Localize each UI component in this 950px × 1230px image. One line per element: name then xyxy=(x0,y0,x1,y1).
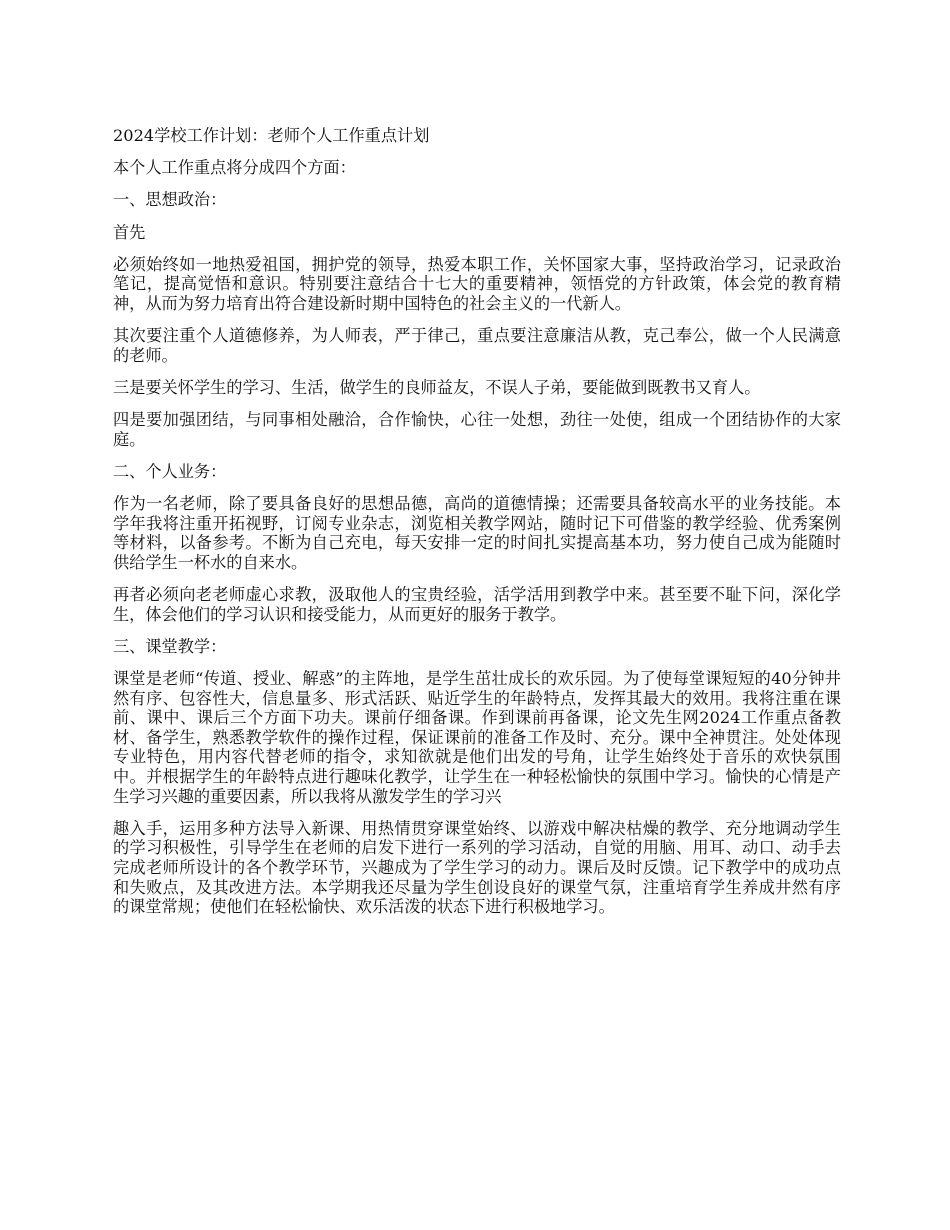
paragraph: 课堂是老师“传道、授业、解惑”的主阵地，是学生茁壮成长的欢乐园。为了使每堂课短短的40分钟井然有序、包容性大，信息量多、形式活跃、贴近学生的年龄特点，发挥其最大的效用。我将注重在课前、课中、课后三个方面下功夫。课前仔细备课。作到课前再备课，论文先生网2024工作重点备教材、备学生，熟悉教学软件的操作过程，保证课前的准备工作及时、充分。课中全神贯注。处处体现专业特色，用内容代替老师的指令，求知欲就是他们出发的号角，让学生始终处于音乐的欢快氛围中。并根据学生的年龄特点进行趣味化教学，让学生在一种轻松愉快的氛围中学习。愉快的心情是产生学习兴趣的重要因素，所以我将从激发学生的学习兴 xyxy=(113,669,841,806)
section-heading-politics: 一、思想政治： xyxy=(113,190,227,210)
section-heading-teaching: 三、课堂教学： xyxy=(113,636,227,656)
paragraph: 再者必须向老老师虚心求教，汲取他人的宝贵经验，活学活用到教学中来。甚至要不耻下问，深化学生，体会他们的学习认识和接受能力，从而更好的服务于教学。 xyxy=(113,585,841,624)
section-heading-business: 二、个人业务： xyxy=(113,461,227,481)
document-page xyxy=(113,126,841,929)
paragraph-first: 首先 xyxy=(113,222,146,242)
paragraph: 作为一名老师，除了要具备良好的思想品德，高尚的道德情操；还需要具备较高水平的业务技能。本学年我将注重开拓视野，订阅专业杂志，浏览相关教学网站，随时记下可借鉴的教学经验、优秀案例等材料，以备参考。不断为自己充电，每天安排一定的时间扎实提高基本功，努力使自己成为能随时供给学生一杯水的自来水。 xyxy=(113,494,841,572)
document-title: 2024学校工作计划：老师个人工作重点计划 xyxy=(113,126,430,145)
paragraph: 其次要注重个人道德修养，为人师表，严于律己，重点要注意廉洁从教，克己奉公，做一个人民满意的老师。 xyxy=(113,326,841,365)
paragraph: 四是要加强团结，与同事相处融洽，合作愉快，心往一处想，劲往一处使，组成一个团结协作的大家庭。 xyxy=(113,410,841,449)
paragraph: 趣入手，运用多种方法导入新课、用热情贯穿课堂始终、以游戏中解决枯燥的教学、充分地调动学生的学习积极性，引导学生在老师的启发下进行一系列的学习活动，自觉的用脑、用耳、动口、动手去完成老师所设计的各个教学环节，兴趣成为了学生学习的动力。课后及时反馈。记下教学中的成功点和失败点，及其改进方法。本学期我还尽量为学生创设良好的课堂气氛，注重培育学生养成井然有序的课堂常规；使他们在轻松愉快、欢乐活泼的状态下进行积极地学习。 xyxy=(113,818,841,917)
intro-paragraph: 本个人工作重点将分成四个方面： xyxy=(113,158,356,178)
paragraph: 三是要关怀学生的学习、生活，做学生的良师益友，不误人子弟，要能做到既教书又育人。 xyxy=(113,377,761,397)
paragraph: 必须始终如一地热爱祖国，拥护党的领导，热爱本职工作，关怀国家大事，坚持政治学习，记录政治笔记，提高觉悟和意识。特别要注意结合十七大的重要精神，领悟党的方针政策，体会党的教育精神，从而为努力培育出符合建设新时期中国特色的社会主义的一代新人。 xyxy=(113,254,841,313)
